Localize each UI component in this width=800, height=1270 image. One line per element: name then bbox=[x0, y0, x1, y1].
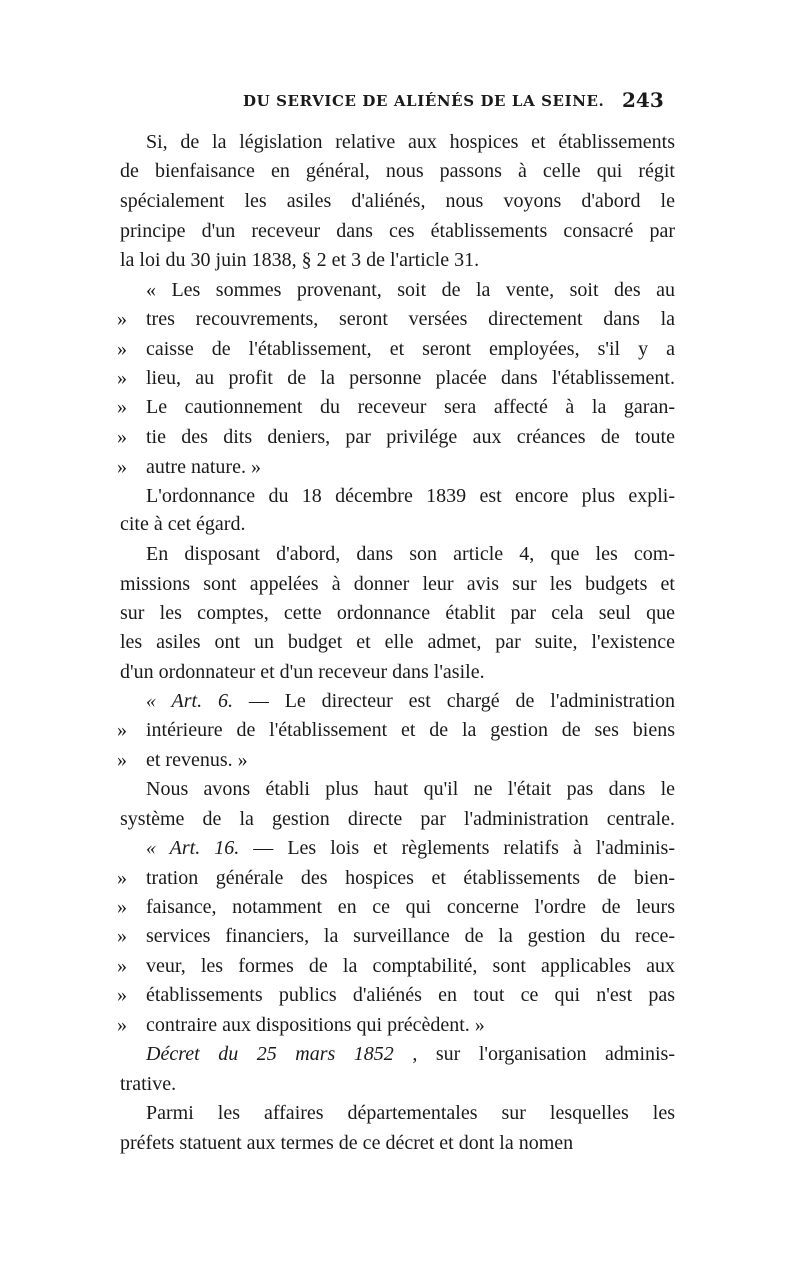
text-line bbox=[120, 483, 675, 509]
quote-mark: » bbox=[117, 867, 127, 889]
line-text: Nous avons établi plus haut qu'il ne l'était pas dans le bbox=[146, 778, 675, 800]
quote-mark: » bbox=[117, 749, 127, 771]
quote-mark: » bbox=[117, 984, 127, 1006]
line-text: établissements publics d'aliénés en tout ce qui n'est pas bbox=[146, 984, 675, 1006]
text-line bbox=[120, 218, 675, 244]
line-text: principe d'un receveur dans ces établissements consacré par bbox=[120, 220, 675, 242]
text-line bbox=[120, 1100, 675, 1126]
line-text: autre nature. » bbox=[146, 456, 261, 478]
quote-mark: » bbox=[117, 396, 127, 418]
text-line bbox=[117, 747, 675, 773]
text-line bbox=[120, 511, 675, 537]
line-text: L'ordonnance du 18 décembre 1839 est encore plus expli- bbox=[146, 485, 675, 507]
line-text: tration générale des hospices et établissements de bien- bbox=[146, 867, 675, 889]
text-line bbox=[120, 688, 675, 714]
line-text: d'un ordonnateur et d'un receveur dans l'asile. bbox=[120, 661, 485, 683]
text-line bbox=[120, 188, 675, 214]
quote-mark: » bbox=[117, 308, 127, 330]
line-text: « Les sommes provenant, soit de la vente, soit des au bbox=[146, 279, 675, 301]
text-line bbox=[120, 1130, 675, 1156]
line-text: la loi du 30 juin 1838, § 2 et 3 de l'article 31. bbox=[120, 249, 480, 271]
line-text: contraire aux dispositions qui précèdent. » bbox=[146, 1014, 485, 1036]
text-line bbox=[117, 953, 675, 979]
text-line bbox=[117, 424, 675, 450]
text-line bbox=[120, 571, 675, 597]
line-text: et revenus. » bbox=[146, 749, 248, 771]
text-line bbox=[120, 835, 675, 861]
line-text: veur, les formes de la comptabilité, sont applicables aux bbox=[146, 955, 675, 977]
line-text: trative. bbox=[120, 1073, 177, 1095]
text-line bbox=[120, 541, 675, 567]
italic-run: « Art. 16. bbox=[146, 837, 240, 859]
line-text: tie des dits deniers, par privilége aux créances de toute bbox=[146, 426, 675, 448]
italic-run: Décret du 25 mars 1852 bbox=[146, 1043, 394, 1065]
text-line bbox=[117, 865, 675, 891]
line-text: faisance, notamment en ce qui concerne l'ordre de leurs bbox=[146, 896, 675, 918]
text-line bbox=[117, 306, 675, 332]
text-line bbox=[120, 776, 675, 802]
line-text: En disposant d'abord, dans son article 4, que les com- bbox=[146, 543, 675, 565]
line-text: tres recouvrements, seront versées directement dans la bbox=[146, 308, 675, 330]
quote-mark: » bbox=[117, 367, 127, 389]
line-text: sur les comptes, cette ordonnance établit par cela seul que bbox=[120, 602, 675, 624]
text-line bbox=[117, 982, 675, 1008]
line-text: services financiers, la surveillance de la gestion du rece- bbox=[146, 925, 675, 947]
line-text: — Le directeur est chargé de l'administration bbox=[232, 690, 675, 712]
line-text: , sur l'organisation adminis- bbox=[393, 1043, 675, 1065]
italic-run: « Art. 6. bbox=[146, 690, 233, 712]
text-line bbox=[120, 158, 675, 184]
line-text: missions sont appelées à donner leur avis sur les budgets et bbox=[120, 573, 675, 595]
text-line bbox=[120, 659, 675, 685]
running-title: DU SERVICE DE ALIÉNÉS DE LA SEINE. bbox=[243, 92, 605, 110]
line-text: intérieure de l'établissement et de la gestion de ses biens bbox=[146, 719, 675, 741]
line-text: Si, de la législation relative aux hospices et établissements bbox=[146, 131, 675, 153]
line-text: de bienfaisance en général, nous passons à celle qui régit bbox=[120, 160, 675, 182]
line-text: caisse de l'établissement, et seront employées, s'il y a bbox=[146, 338, 675, 360]
quote-mark: » bbox=[117, 426, 127, 448]
page-number: 243 bbox=[622, 88, 664, 112]
text-line bbox=[117, 1012, 675, 1038]
line-text: — Les lois et règlements relatifs à l'adminis- bbox=[239, 837, 675, 859]
quote-mark: » bbox=[117, 955, 127, 977]
text-line bbox=[117, 923, 675, 949]
quote-mark: » bbox=[117, 719, 127, 741]
text-line bbox=[117, 454, 675, 480]
quote-mark: » bbox=[117, 925, 127, 947]
line-text: Le cautionnement du receveur sera affecté à la garan- bbox=[146, 396, 675, 418]
quote-mark: » bbox=[117, 896, 127, 918]
text-line bbox=[120, 629, 675, 655]
line-text: préfets statuent aux termes de ce décret et dont la nomen bbox=[120, 1132, 574, 1154]
text-line bbox=[120, 247, 675, 273]
text-line bbox=[117, 365, 675, 391]
line-text: spécialement les asiles d'aliénés, nous voyons d'abord le bbox=[120, 190, 675, 212]
text-line bbox=[120, 806, 675, 832]
line-text: système de la gestion directe par l'administration centrale. bbox=[120, 808, 675, 830]
text-line bbox=[120, 1041, 675, 1067]
page-header bbox=[0, 86, 800, 116]
line-text: lieu, au profit de la personne placée dans l'établissement. bbox=[146, 367, 675, 389]
line-text: les asiles ont un budget et elle admet, par suite, l'existence bbox=[120, 631, 675, 653]
quote-mark: » bbox=[117, 338, 127, 360]
text-line bbox=[120, 600, 675, 626]
text-line bbox=[120, 1071, 675, 1097]
text-line bbox=[117, 717, 675, 743]
text-line bbox=[117, 894, 675, 920]
line-text: cite à cet égard. bbox=[120, 513, 246, 535]
text-line bbox=[120, 129, 675, 155]
line-text: Parmi les affaires départementales sur lesquelles les bbox=[146, 1102, 675, 1124]
quote-mark: » bbox=[117, 1014, 127, 1036]
text-line bbox=[120, 277, 675, 303]
text-line bbox=[117, 336, 675, 362]
quote-mark: » bbox=[117, 456, 127, 478]
text-line bbox=[117, 394, 675, 420]
